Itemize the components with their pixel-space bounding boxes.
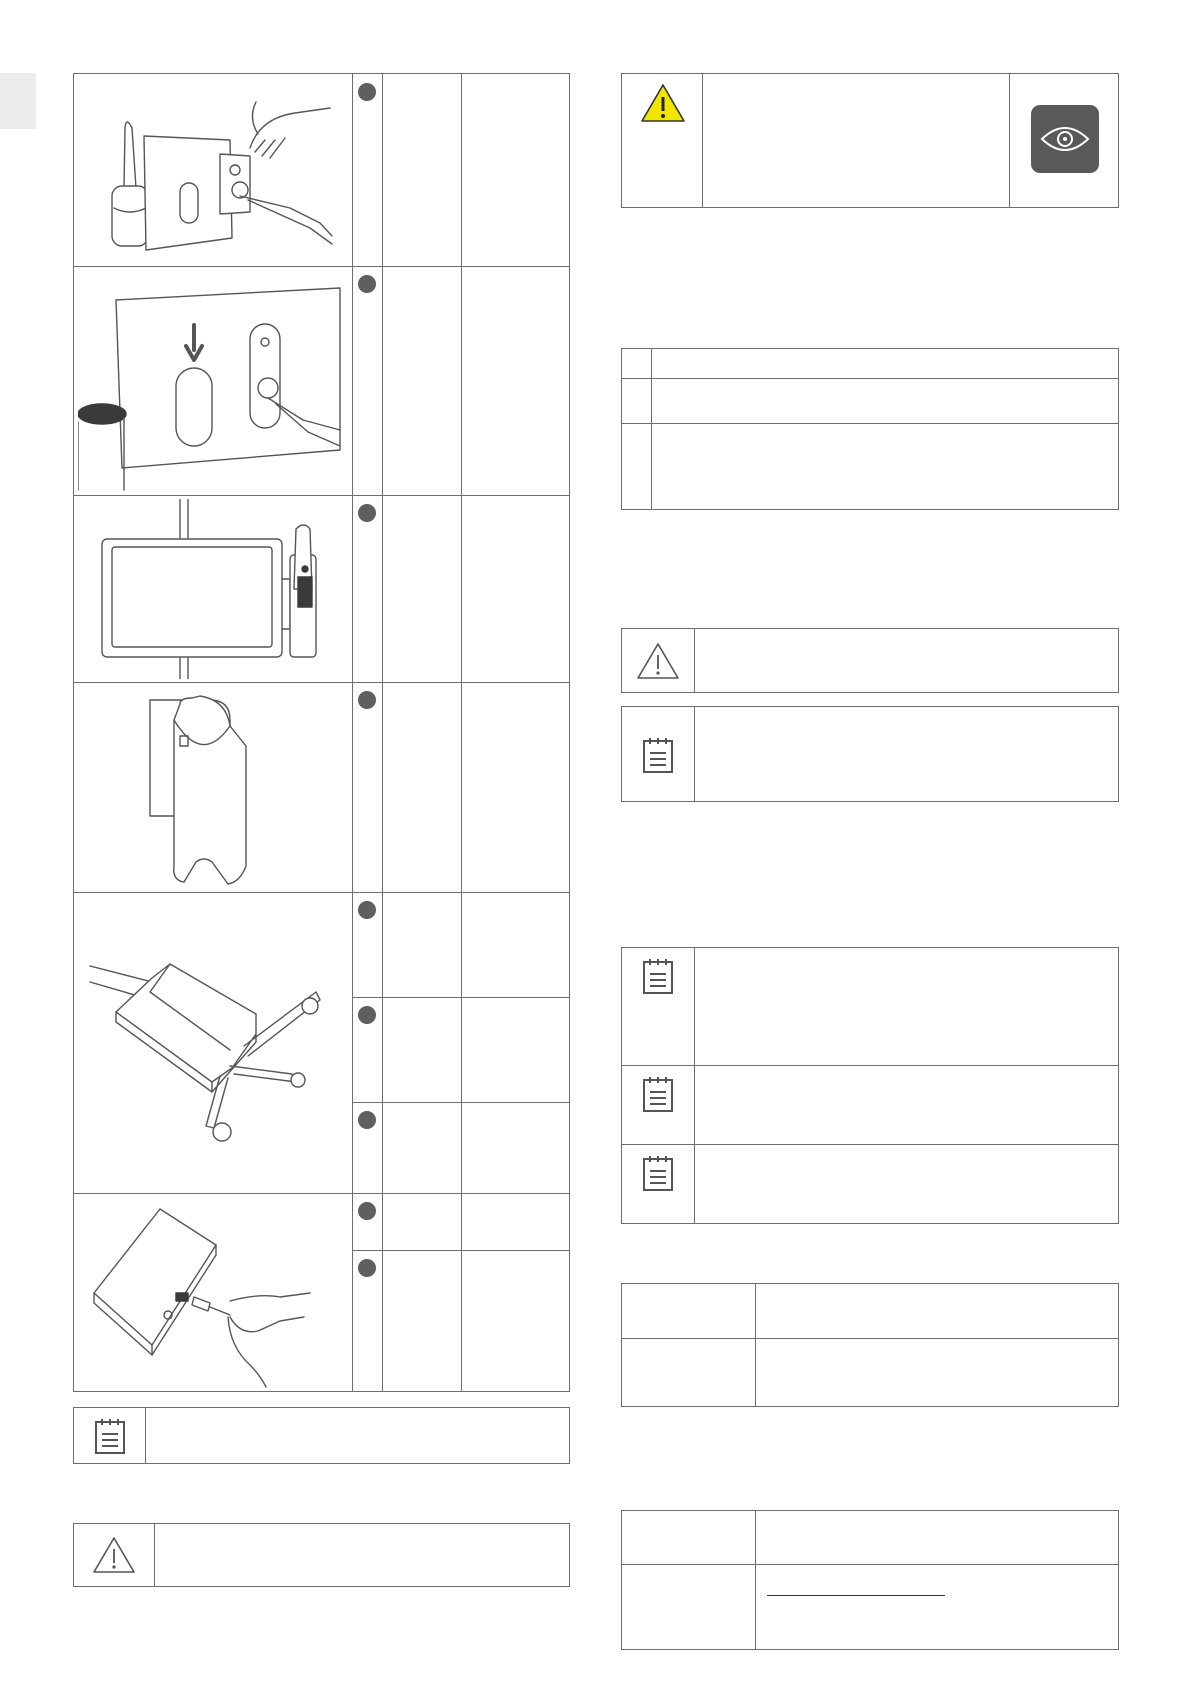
installation-steps-table: [73, 73, 570, 1392]
caution-triangle-icon: [92, 1535, 136, 1575]
step-marker-2: [358, 275, 376, 293]
left-caution-box: [73, 1523, 570, 1587]
step-marker-6a: [358, 1202, 376, 1220]
eye-badge: [1031, 105, 1099, 173]
warning-triangle-icon: [640, 82, 686, 124]
illustration-scanner-cradle: [80, 686, 346, 888]
step-marker-5a: [358, 901, 376, 919]
notepad-icon: [641, 1154, 675, 1192]
website-link[interactable]: [767, 1595, 945, 1596]
step-marker-1: [358, 83, 376, 101]
warning-box: [621, 73, 1119, 208]
illustration-attach-panel-to-bracket: [78, 270, 348, 492]
eye-icon: [1039, 123, 1091, 155]
caution-triangle-icon: [636, 641, 680, 681]
left-note-box: [73, 1407, 570, 1464]
step-marker-5c: [358, 1111, 376, 1129]
illustration-mount-panel: [80, 78, 346, 262]
right-caution-box: [621, 628, 1119, 693]
chapter-side-tab: [0, 73, 36, 129]
notepad-icon: [641, 736, 675, 774]
step-marker-3: [358, 504, 376, 522]
numbered-list-table: [621, 348, 1119, 510]
notepad-icon: [641, 957, 675, 995]
notepad-icon: [93, 1417, 127, 1455]
step-marker-5b: [358, 1006, 376, 1024]
step-marker-6b: [358, 1259, 376, 1277]
right-note-box: [621, 706, 1119, 802]
spec-table-2: [621, 1510, 1119, 1650]
illustration-computer-on-cart: [80, 896, 346, 1190]
note-group-box: [621, 947, 1119, 1224]
illustration-plug-cable: [80, 1197, 346, 1389]
notepad-icon: [641, 1075, 675, 1113]
illustration-monitor-with-holder: [80, 499, 346, 679]
spec-table-1: [621, 1283, 1119, 1407]
step-marker-4: [358, 691, 376, 709]
